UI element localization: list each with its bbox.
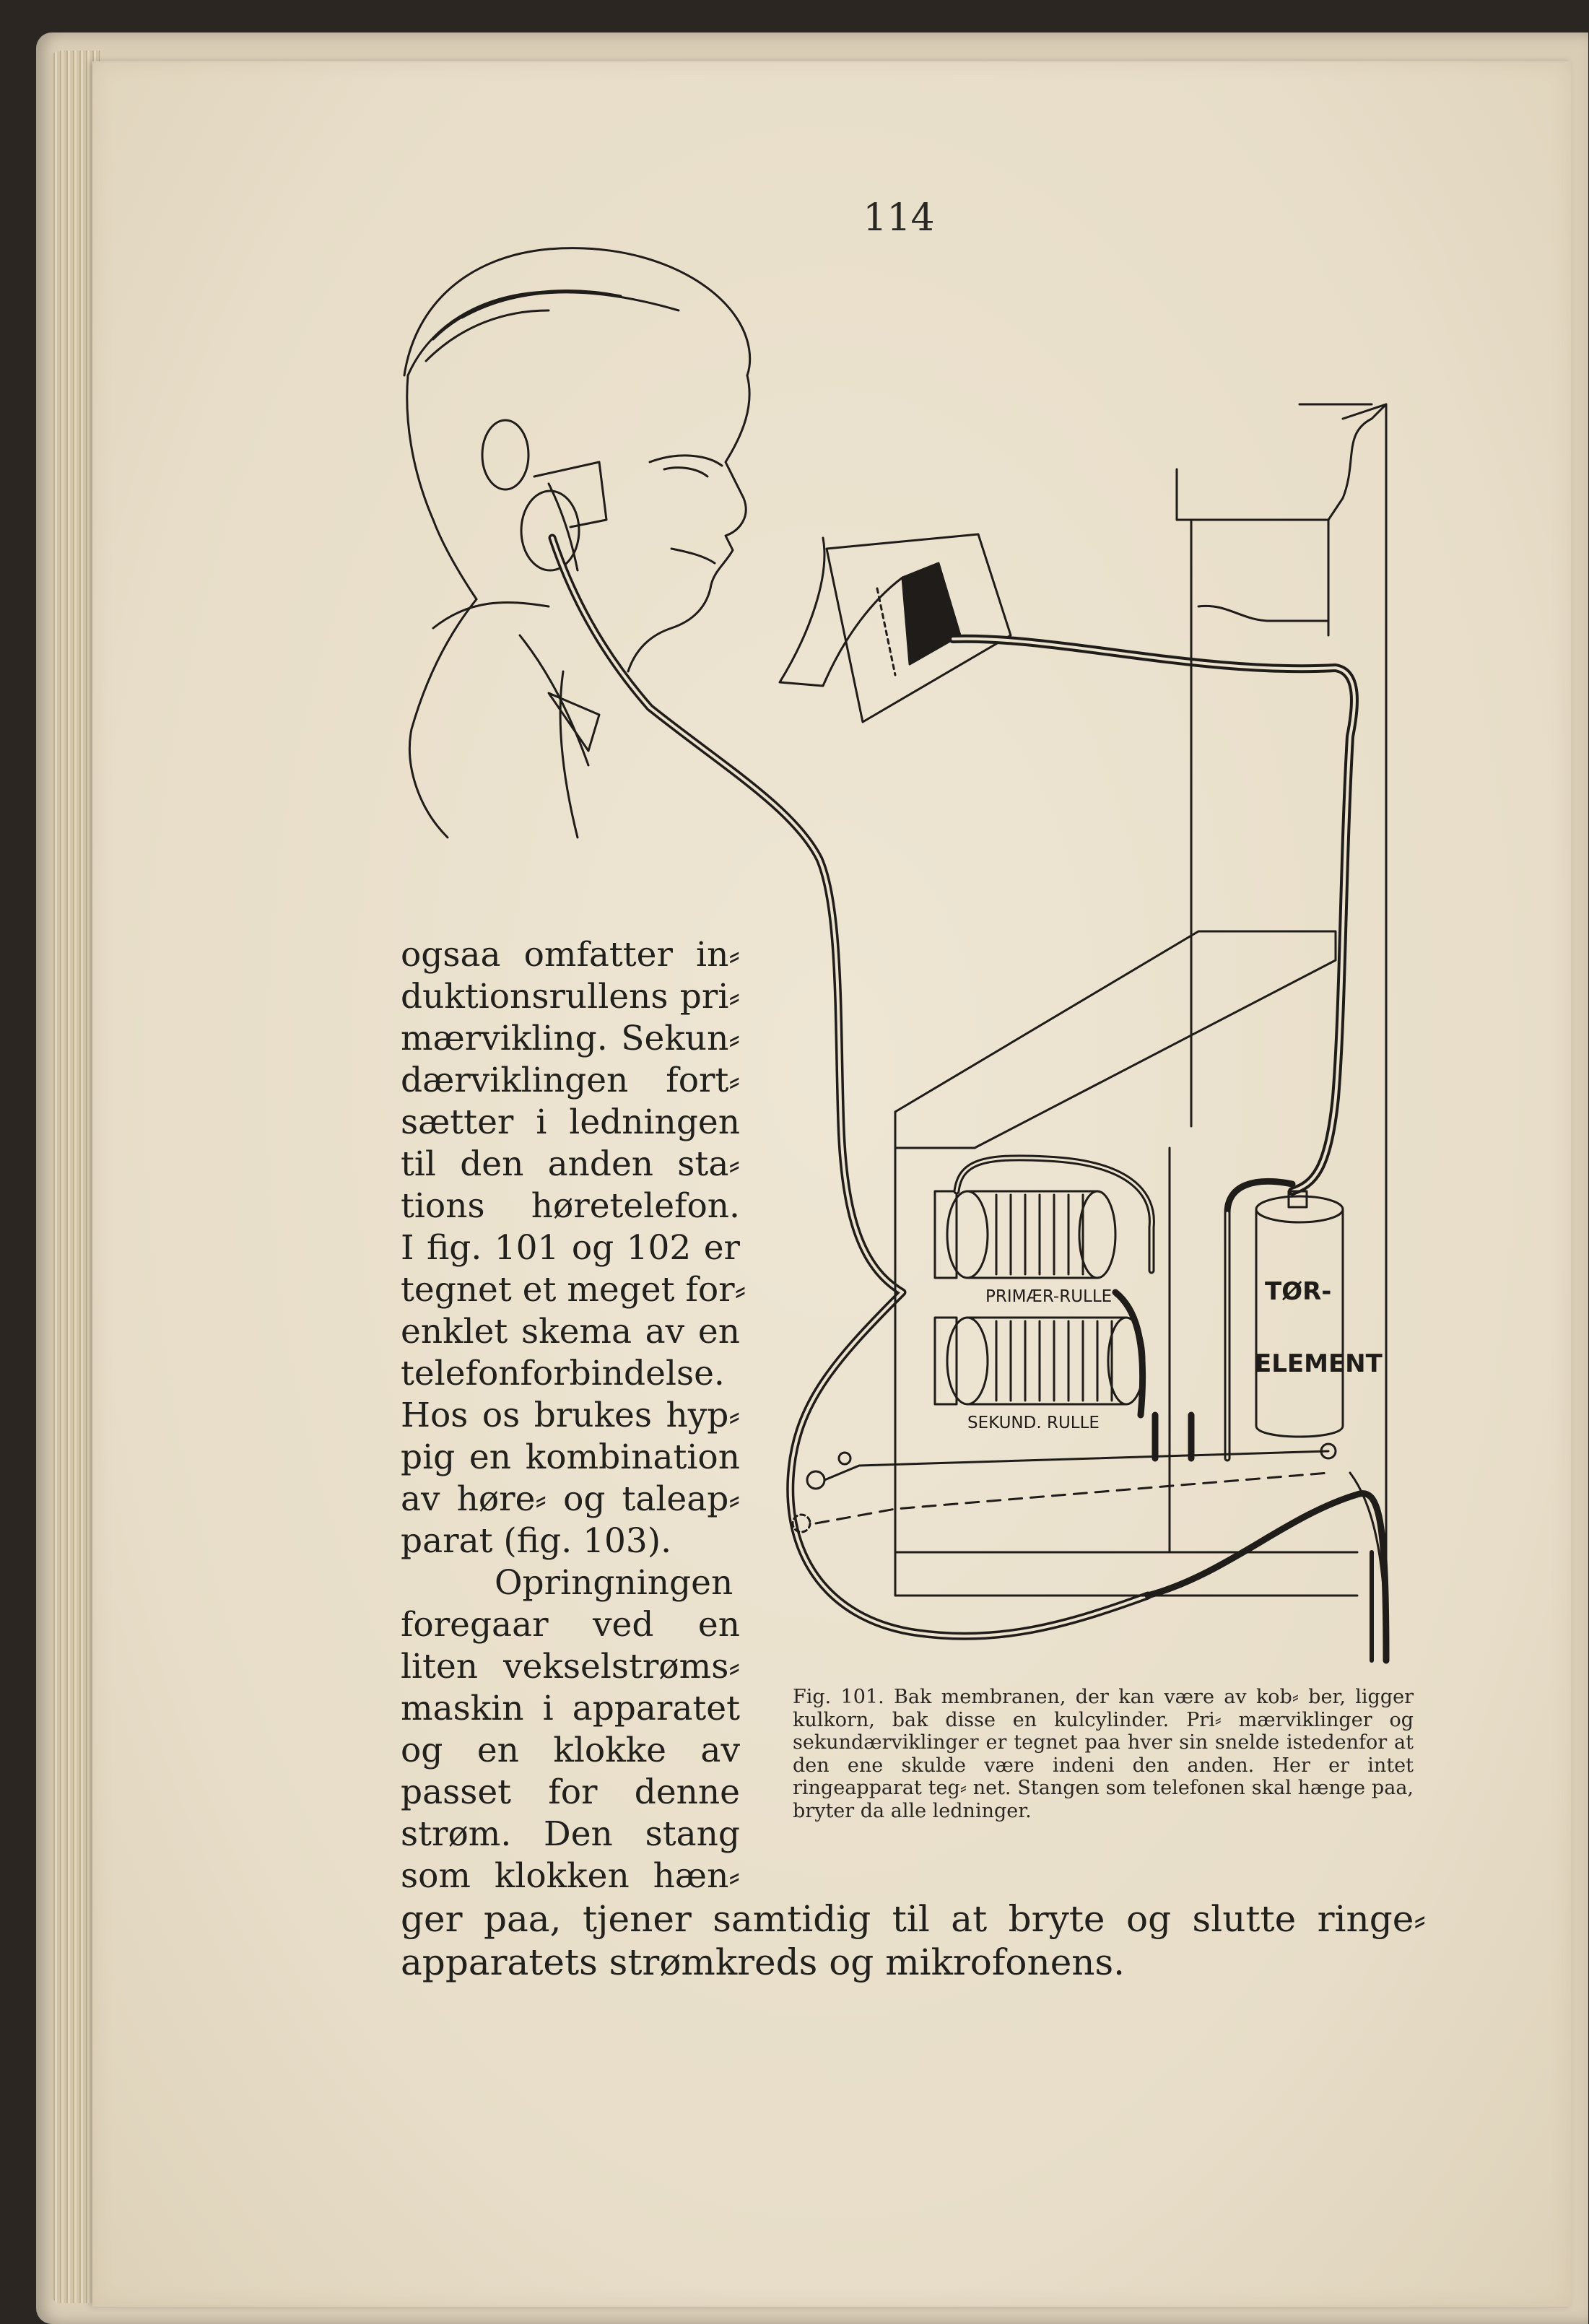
dry-cell (1256, 1191, 1343, 1437)
text-line: liten vekselstrøms⸗ (401, 1647, 740, 1687)
text-line: foregaar ved en (401, 1605, 740, 1645)
text-line: sætter i ledningen (401, 1102, 740, 1142)
text-line: som klokken hæn⸗ (401, 1856, 740, 1896)
text-line: I fig. 101 og 102 er (401, 1228, 740, 1268)
text-line: tions høretelefon. (401, 1186, 740, 1226)
text-line-full: ger paa, tjener samtidig til at bryte og slutte ringe⸗ (401, 1898, 1426, 1940)
text-line: duktionsrullens pri⸗ (401, 977, 740, 1017)
text-line: ogsaa omfatter in⸗ (401, 935, 740, 975)
label-dry-cell-2: ELEMENT (1255, 1349, 1383, 1378)
receiver-drawing (482, 420, 606, 570)
text-line: og en klokke av (401, 1731, 740, 1770)
secondary-coil (935, 1318, 1144, 1404)
label-secondary-coil: SEKUND. RULLE (967, 1414, 1100, 1432)
text-line: telefonforbindelse. (401, 1354, 725, 1393)
text-line: Hos os brukes hyp⸗ (401, 1396, 740, 1435)
text-line: pig en kombination (401, 1437, 740, 1477)
mouthpiece-drawing (780, 534, 1011, 722)
text-line: tegnet et meget for⸗ (401, 1270, 746, 1310)
text-line: av høre⸗ og taleap⸗ (401, 1479, 740, 1519)
text-line: passet for denne (401, 1772, 740, 1812)
text-line: dærviklingen fort⸗ (401, 1061, 740, 1100)
text-line-full: apparatets strømkreds og mikrofonens. (401, 1941, 1126, 1983)
text-line: maskin i apparatet (401, 1689, 740, 1728)
page-number: 114 (863, 196, 935, 240)
text-line: strøm. Den stang (401, 1814, 740, 1854)
transmitter-arm (953, 639, 1354, 1191)
figure-caption: Fig. 101. Bak membranen, der kan være av kob⸗ ber, ligger kulkorn, bak disse en kulcylinder. Pri⸗ mærviklinger og sekundærviklinger er tegnet paa hver sin snelde istedenfor at den ene skulde være indeni den anden. Her er intet ringeapparat teg⸗ net. Stangen som telefonen skal hænge paa, bryter da alle ledninger. (793, 1686, 1414, 1822)
telephone-cabinet (895, 404, 1386, 1661)
text-line: parat (fig. 103). (401, 1521, 672, 1561)
text-line: mærvikling. Sekun⸗ (401, 1019, 740, 1058)
primary-coil (935, 1191, 1115, 1278)
text-line: enklet skema av en (401, 1312, 740, 1352)
label-dry-cell-1: TØR- (1265, 1277, 1332, 1306)
text-line: Opringningen (495, 1563, 733, 1603)
text-line: til den anden sta⸗ (401, 1144, 740, 1184)
label-primary-coil: PRIMÆR-RULLE (985, 1287, 1113, 1306)
